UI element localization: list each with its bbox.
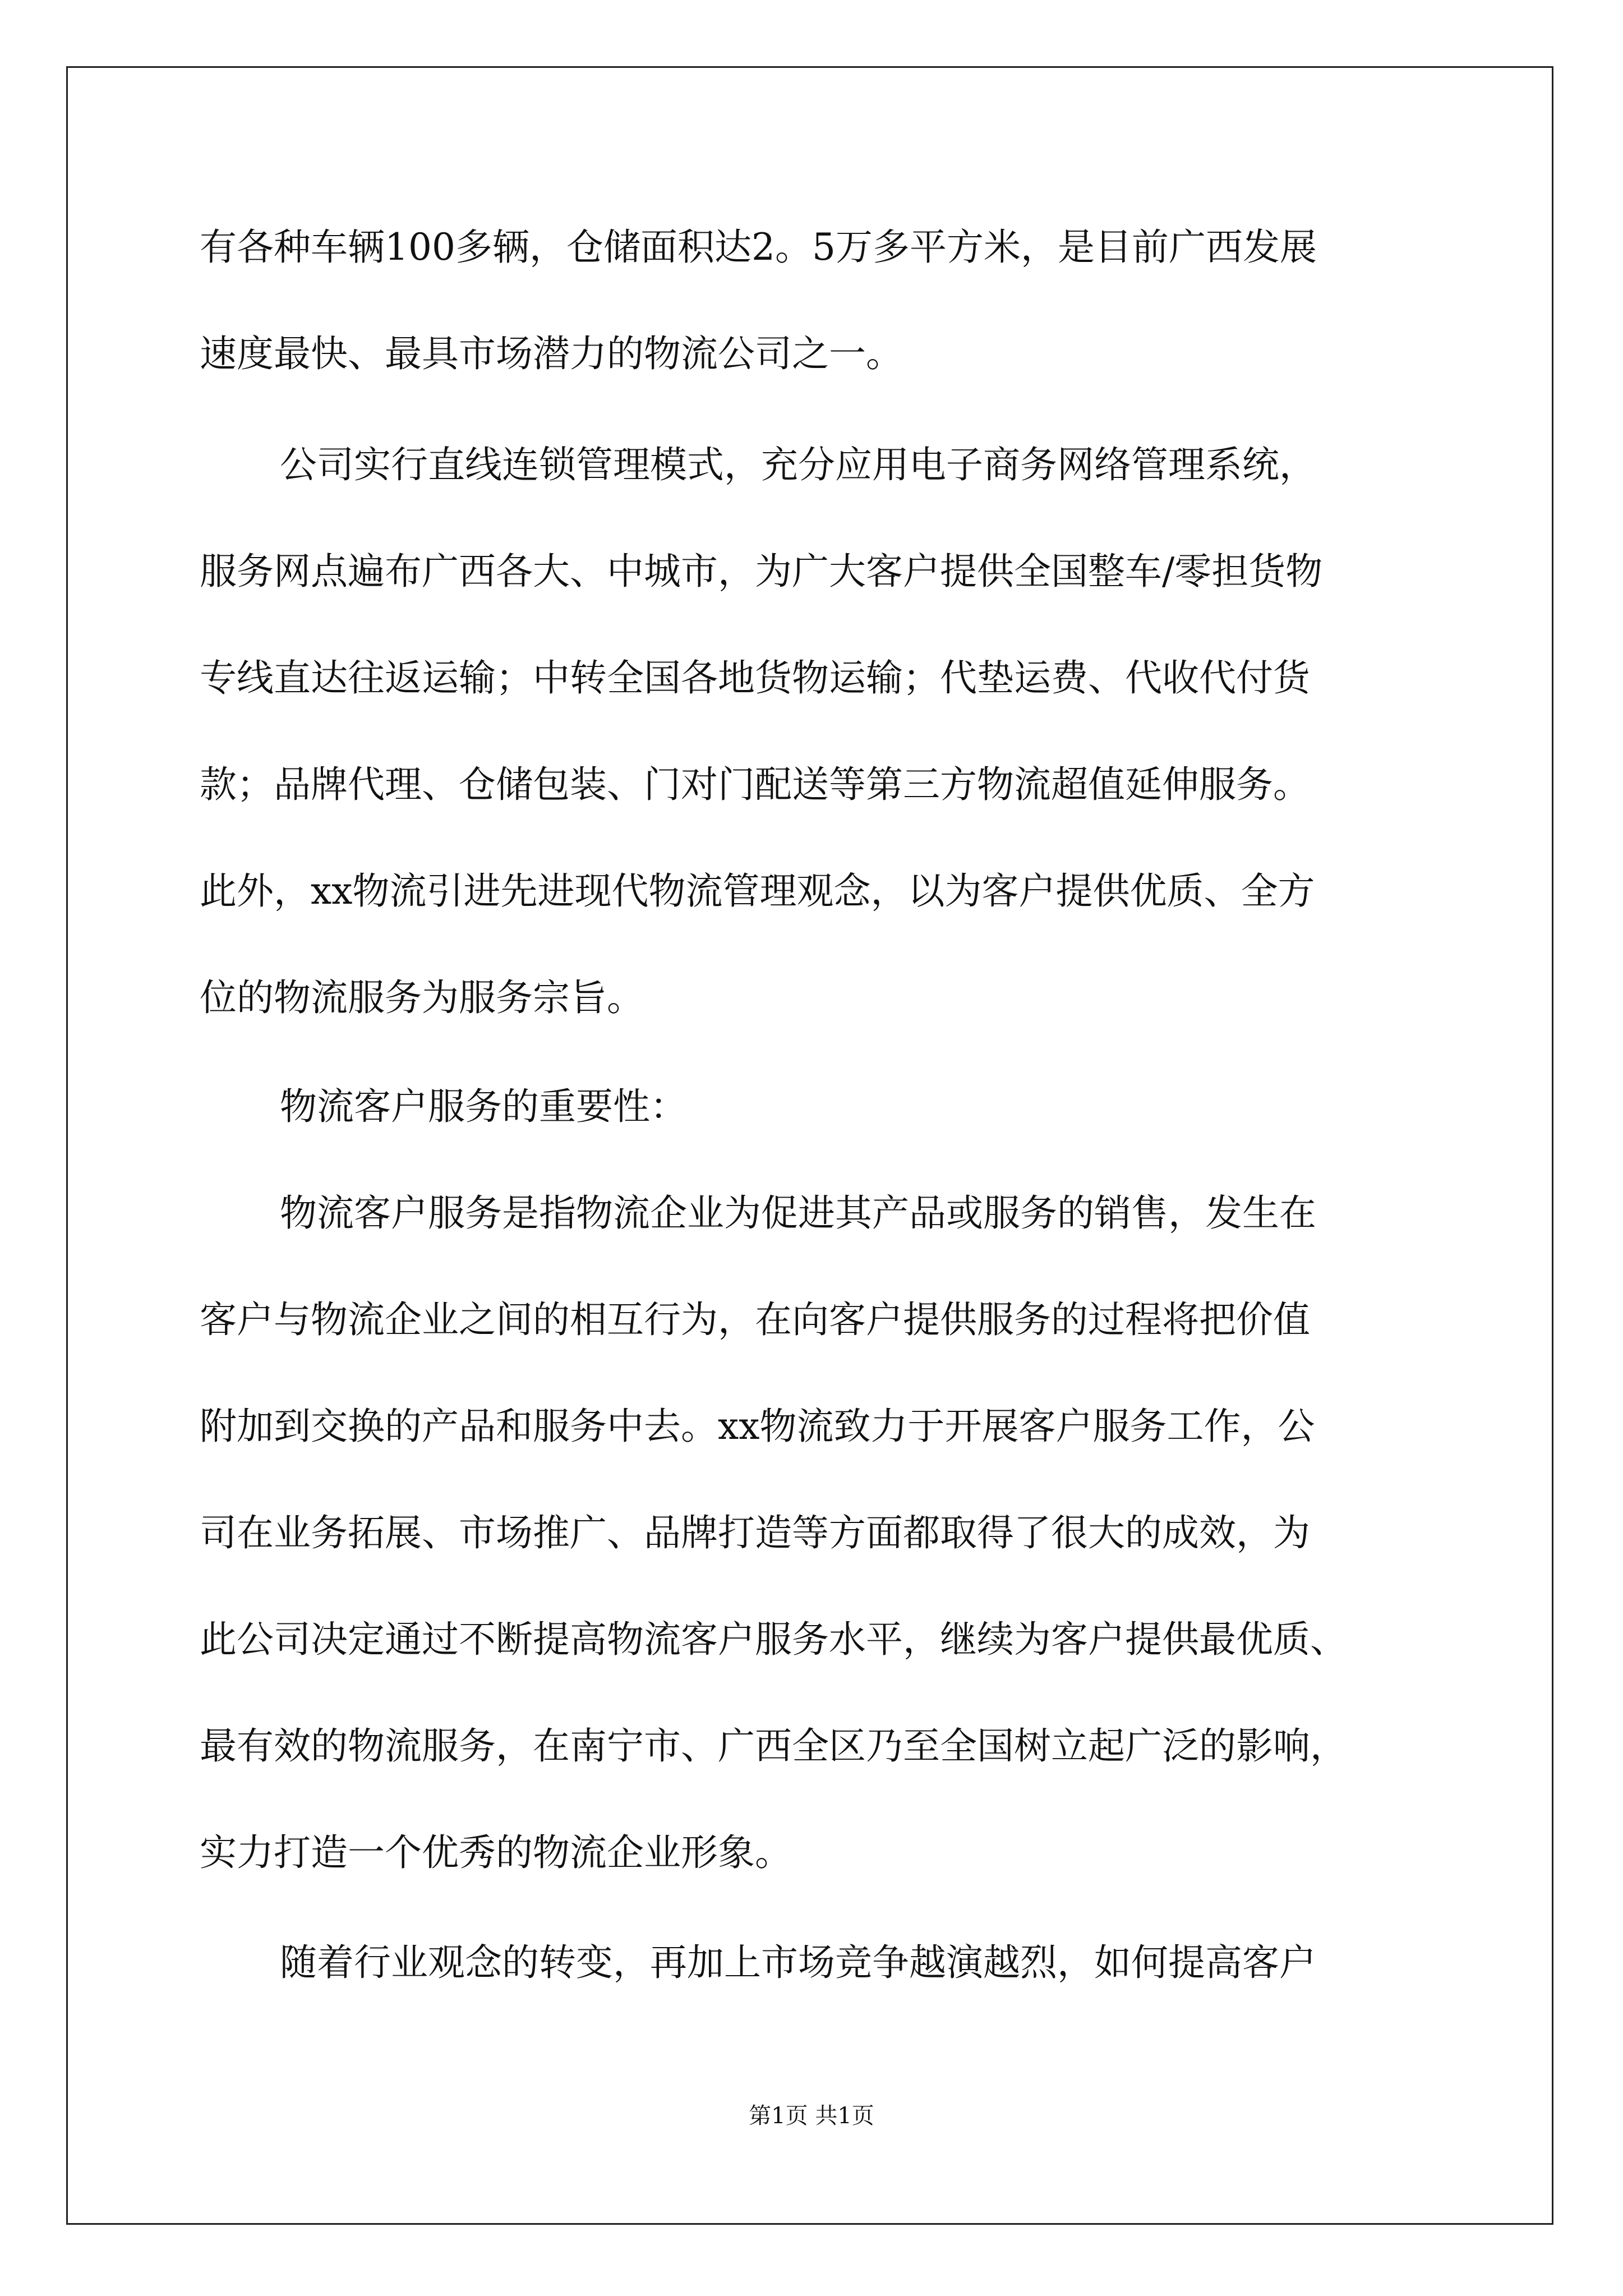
paragraph-line: 最有效的物流服务，在南宁市、广西全区乃至全国树立起广泛的影响， — [200, 1724, 1347, 1768]
paragraph-line: 服务网点遍布广西各大、中城市，为广大客户提供全国整车/零担货物 — [200, 550, 1323, 593]
paragraph-line: 附加到交换的产品和服务中去。xx物流致力于开展客户服务工作，公 — [200, 1405, 1315, 1448]
paragraph-line: 公司实行直线连锁管理模式，充分应用电子商务网络管理系统， — [280, 443, 1316, 486]
page-number-footer: 第1页 共1页 — [749, 2103, 874, 2129]
paragraph-line: 司在业务拓展、市场推广、品牌打造等方面都取得了很大的成效，为 — [200, 1511, 1310, 1554]
paragraph-line: 随着行业观念的转变，再加上市场竞争越演越烈，如何提高客户 — [280, 1941, 1316, 1984]
paragraph-line: 实力打造一个优秀的物流企业形象。 — [200, 1831, 792, 1874]
paragraph-line: 有各种车辆100多辆，仓储面积达2。5万多平方米，是目前广西发展 — [200, 226, 1317, 269]
paragraph-line: 此公司决定通过不断提高物流客户服务水平，继续为客户提供最优质、 — [200, 1618, 1347, 1661]
page-border — [66, 66, 1553, 2225]
paragraph-line: 物流客户服务是指物流企业为促进其产品或服务的销售，发生在 — [280, 1191, 1316, 1235]
section-heading: 物流客户服务的重要性： — [280, 1085, 687, 1128]
paragraph-line: 客户与物流企业之间的相互行为，在向客户提供服务的过程将把价值 — [200, 1298, 1310, 1341]
paragraph-line: 款；品牌代理、仓储包装、门对门配送等第三方物流超值延伸服务。 — [200, 763, 1310, 806]
paragraph-line: 专线直达往返运输；中转全国各地货物运输；代垫运费、代收代付货 — [200, 656, 1310, 700]
paragraph-line: 此外，xx物流引进先进现代物流管理观念，以为客户提供优质、全方 — [200, 869, 1315, 913]
paragraph-line: 速度最快、最具市场潜力的物流公司之一。 — [200, 332, 903, 375]
paragraph-line: 位的物流服务为服务宗旨。 — [200, 976, 644, 1019]
